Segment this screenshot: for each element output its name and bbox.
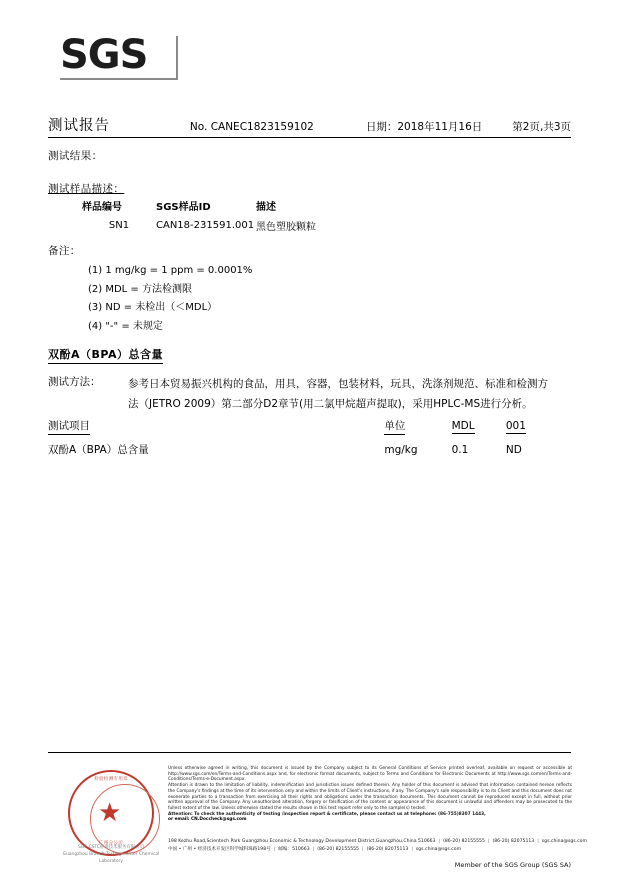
- footer-email-en: sgs.china@sgs.com: [541, 839, 587, 844]
- cell-test-item: 双酚A（BPA）总含量: [48, 444, 149, 456]
- col-mdl-label: MDL: [451, 419, 475, 432]
- page-number: 第2页,共3页: [512, 121, 571, 133]
- remarks-label: 备注：: [48, 245, 81, 257]
- cell-sgs-sample-id: CAN18-231591.001: [156, 220, 255, 231]
- table-row: [82, 218, 376, 233]
- col-mdl: [452, 418, 506, 437]
- legal-paragraph-1: Unless otherwise agreed in writing, this document is issued by the Company subject to its General Conditions of Service printed overleaf, available on request or accessible at http://www.sgs.com/en/Terms-and-Conditions.aspx and, for electronic format documents, subject to Terms and Conditions for Electronic Documents at http://www.sgs.com/en/Terms-and-Conditions/Terms-e-Document.aspx.: [168, 766, 572, 783]
- footer-address-block: [168, 838, 587, 854]
- test-results-label: 测试结果：: [48, 150, 103, 162]
- test-method-label: 测试方法：: [48, 376, 101, 388]
- cell-description: 黑色塑胶颗粒: [256, 222, 316, 233]
- col-test-item: [48, 418, 384, 437]
- seal-caption-en: Guangzhou Branch Testing Center Chemical Laboratory: [62, 852, 160, 864]
- list-item: (3) ND = 未检出（＜MDL）: [88, 302, 218, 313]
- cell-unit: mg/kg: [384, 443, 418, 456]
- footer-address-cn-row: 中国 • 广州 • 经济技术开发区科学城科珠路198号 | 邮编：510663 | (86-20) 82155555 | (86-20) 82075113 | sgs.china@sgs.com: [168, 847, 462, 852]
- report-date: 日期：2018年11月16日: [365, 121, 483, 133]
- footer-member-line: Member of the SGS Group (SGS SA): [454, 861, 571, 869]
- cell-sample-no: SN1: [108, 220, 130, 231]
- col-sgs-sample-id: SGS样品ID: [156, 202, 211, 213]
- table-row: [48, 437, 571, 457]
- header-divider: [48, 137, 571, 138]
- seal-caption-cn: SGS-CSTC标准技术服务有限公司: [78, 845, 144, 850]
- seal-caption: [54, 844, 168, 865]
- sgs-logo-text: SGS: [60, 32, 148, 78]
- col-sample-no: 样品编号: [82, 202, 122, 213]
- seal-arc-bottom-text: 广州分公司: [99, 841, 123, 846]
- footer-address-en-row: 198 Kezhu Road,Scientech Park Guangzhou Economic & Technology Development District,Guangzhou,China 510663 | (86-20) 82155555 | (86-20) 82075113 | sgs.china@sgs.com: [168, 839, 587, 844]
- seal-arc-top-text: 检验检测专用章: [94, 777, 128, 782]
- list-item: (4) "-" = 未规定: [88, 320, 163, 332]
- test-method-line-2: 法（JETRO 2009）第二部分D2章节(用二氯甲烷超声提取)，采用HPLC-MS进行分析。: [128, 398, 533, 410]
- report-header-row: [48, 114, 571, 135]
- table-header-row: [82, 198, 376, 218]
- report-number: No. CANEC1823159102: [189, 121, 314, 133]
- list-item: (2) MDL = 方法检测限: [88, 283, 192, 295]
- col-sample-001-label: 001: [505, 419, 526, 432]
- sample-description-label: 测试样品描述：: [48, 183, 125, 195]
- report-meta: [190, 119, 571, 134]
- footer-zip-label: 邮编：: [278, 847, 293, 852]
- footer-address-en: 198 Kezhu Road,Scientech Park Guangzhou Economic & Technology Development District,Guangzhou,China 510663: [168, 839, 436, 844]
- test-method-line-1: 参考日本贸易振兴机构的食品，用具，容器，包装材料，玩具，洗涤剂规范、标准和检测方: [128, 378, 548, 390]
- col-test-item-label: 测试项目: [48, 418, 90, 435]
- col-description: 描述: [256, 202, 276, 213]
- sample-description-table: [82, 198, 376, 233]
- footer-email-cn: sgs.china@sgs.com: [415, 847, 462, 852]
- result-table: [48, 418, 571, 457]
- list-item: (1) 1 mg/kg = 1 ppm = 0.0001%: [88, 265, 253, 276]
- col-sample-001: [506, 418, 571, 437]
- footer-fax-en: (86-20) 82075113: [492, 839, 535, 844]
- test-method-text: [128, 374, 558, 414]
- col-unit: [384, 418, 451, 437]
- footer-fax-cn: (86-20) 82075113: [366, 847, 409, 852]
- company-seal-stamp: [56, 766, 166, 864]
- remarks-list: [88, 262, 252, 336]
- footer-tel-cn: (86-20) 82155555: [317, 847, 359, 852]
- legal-attention-email: or email: CN.Doccheck@sgs.com: [168, 817, 247, 823]
- table-header-row: [48, 418, 571, 437]
- star-icon: ★: [98, 798, 122, 828]
- page-title: 测试报告: [48, 118, 110, 134]
- legal-paragraph-2: Attention is drawn to the limitation of liability, indemnification and jurisdiction issues defined therein. Any holder of this document is advised that information contained hereon reflects the Company's findings at the time of its intervention only and within the limits of Client's instructions, if any. The Company's sole responsibility is to its Client and this document does not exonerate parties to a transaction from exercising all their rights and obligations under the transaction documents. This document cannot be reproduced except in full, without prior written approval of the Company. Any unauthorized alteration, forgery or falsification of the content or appearance of this document is unlawful and offenders may be prosecuted to the fullest extent of the law. Unless otherwise stated the results shown in this test report refer only to the sample(s) tested.: [168, 783, 572, 811]
- footer-address-cn: 中国 • 广州 • 经济技术开发区科学城科珠路198号: [168, 847, 271, 852]
- sgs-logo-divider: [176, 36, 178, 80]
- footer-legal-text: [168, 766, 572, 823]
- cell-result-001: ND: [505, 443, 522, 456]
- sgs-logo-rule: [60, 78, 178, 80]
- legal-attention-line: Attention: To check the authenticity of testing /inspection report & certificate, please contact us at telephone: (86-755)8307 1443,: [168, 811, 486, 817]
- footer-tel-en: (86-20) 82155555: [443, 839, 485, 844]
- footer-zip: 510663: [292, 847, 310, 852]
- cell-mdl: 0.1: [451, 443, 469, 456]
- sgs-logo: [60, 34, 180, 80]
- col-unit-label: 单位: [384, 418, 405, 435]
- section-heading-bpa: 双酚A（BPA）总含量: [48, 346, 163, 364]
- footer-divider: [48, 752, 571, 753]
